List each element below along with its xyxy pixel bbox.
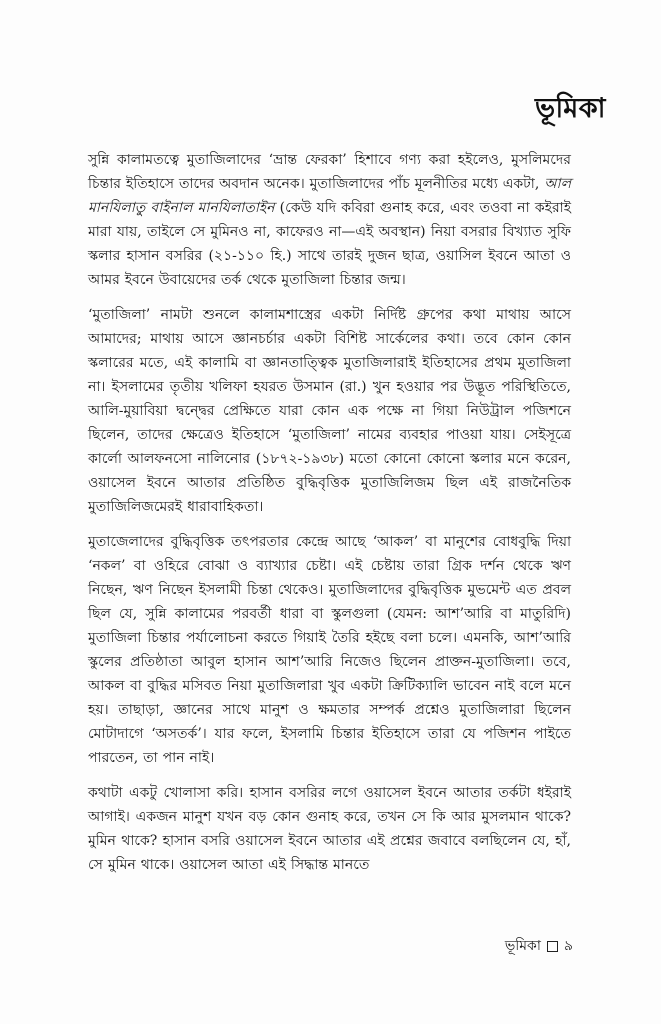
paragraph-2: ‘মুতাজিলা’ নামটা শুনলে কালামশাস্ত্রের একটা নির্দিষ্ট গ্রুপের কথা মাথায় আসে আমাদের; মাথায় আসে জ্ঞানচর্চার একটা বিশিষ্ট সার্কেলের কথা। তবে কোন কোন স্কলারের মতে, এই কালামি বা জ্ঞানতাত্ত্বিক মুতাজিলারাই ইতিহাসের প্রথম মুতাজিলা না। ইসলামের তৃতীয় খলিফা হযরত উসমান (রা.) খুন হওয়ার পর উদ্ভূত পরিস্থিতিতে, আলি-মুয়াবিয়া দ্বন্দ্বের প্রেক্ষিতে যারা কোন এক পক্ষে না গিয়া নিউট্রাল পজিশনে ছিলেন, তাদের ক্ষেত্রেও ইতিহাসে ‘মুতাজিলা’ নামের ব্যবহার পাওয়া যায়। সেইসূত্রে কার্লো আলফনসো নালিনোর (১৮৭২-১৯৩৮) মতো কোনো কোনো স্কলার মনে করেন, ওয়াসেল ইবনে আতার প্রতিষ্ঠিত বুদ্ধিবৃত্তিক মুতাজিলিজম ছিল এই রাজনৈতিক মুতাজিলিজমেরই ধারাবাহিকতা। bbox=[88, 307, 571, 515]
paragraph-1-text-end: (কেউ যদি কবিরা গুনাহ করে, এবং তওবা না কইরাই মারা যায়, তাইলে সে মুমিনও না, কাফেরও না—এই অবস্থান) নিয়া বসরার বিখ্যাত সুফি স্কলার হাসান বসরির (২১-১১০ হি.) সাথে তারই দুজন ছাত্র, ওয়াসিল ইবনে আতা ও আমর ইবনে উবায়েদের তর্ক থেকে মুতাজিলা চিন্তার জন্ম। bbox=[88, 200, 572, 288]
paragraph-4: কথাটা একটু খোলাসা করি। হাসান বসরির লগে ওয়াসেল ইবনে আতার তর্কটা ধইরাই আগাই। একজন মানুশ যখন বড় কোন গুনাহ করে, তখন সে কি আর মুসলমান থাকে? মুমিন থাকে? হাসান বসরি ওয়াসেল ইবনে আতার এই প্রশ্নের জবাবে বলছিলেন যে, হাঁ, সে মুমিন থাকে। ওয়াসেল আতা এই সিদ্ধান্ত মানতে bbox=[88, 785, 571, 873]
page-number: ৯ bbox=[563, 938, 573, 954]
paragraph-3: মুতাজেলাদের বুদ্ধিবৃত্তিক তৎপরতার কেন্দ্রে আছে ‘আকল’ বা মানুশের বোধবুদ্ধি দিয়া ‘নকল’ বা ওহিরে বোঝা ও ব্যাখ্যার চেষ্টা। এই চেষ্টায় তারা গ্রিক দর্শন থেকে ঋণ নিছেন, ঋণ নিছেন ইসলামী চিন্তা থেকেও। মুতাজিলাদের বুদ্ধিবৃত্তিক মুভমেন্ট এত প্রবল ছিল যে, সুন্নি কালামের পরবর্তী ধারা বা স্কুলগুলা (যেমন: আশ’আরি বা মাতুরিদি) মুতাজিলা চিন্তার পর্যালোচনা করতে গিয়াই তৈরি হইছে বলা চলে। এমনকি, আশ’আরি স্কুলের প্রতিষ্ঠাতা আবুল হাসান আশ’আরি নিজেও ছিলেন প্রাক্তন-মুতাজিলা। তবে, আকল বা বুদ্ধির মসিবত নিয়া মুতাজিলারা খুব একটা ক্রিটিক্যালি ভাবেন নাই বলে মনে হয়। তাছাড়া, জ্ঞানের সাথে মানুশ ও ক্ষমতার সম্পর্ক প্রশ্নেও মুতাজিলারা ছিলেন মোটাদাগে ‘অসতর্ক’। যার ফলে, ইসলামি চিন্তার ইতিহাসে তারা যে পজিশন পাইতে পারতেন, তা পান নাই। bbox=[88, 534, 571, 766]
footer-chapter-label: ভূমিকা bbox=[504, 938, 541, 954]
paragraph-1-italic-term: আল মানযিলাতু বাইনাল মানযিলাতাইন bbox=[88, 176, 571, 216]
square-icon bbox=[547, 941, 558, 952]
page-footer bbox=[505, 934, 573, 958]
body-text bbox=[88, 148, 571, 888]
chapter-title: ভূমিকা bbox=[534, 93, 606, 124]
paragraph-1-text-start: সুন্নি কালামতত্বে মুতাজিলাদের ‘ভ্রান্ত ফেরকা’ হিশাবে গণ্য করা হইলেও, মুসলিমদের চিন্তার ইতিহাসে তাদের অবদান অনেক। মুতাজিলাদের পাঁচ মূলনীতির মধ্যে একটা, bbox=[88, 152, 571, 192]
paragraph-1 bbox=[88, 148, 571, 292]
